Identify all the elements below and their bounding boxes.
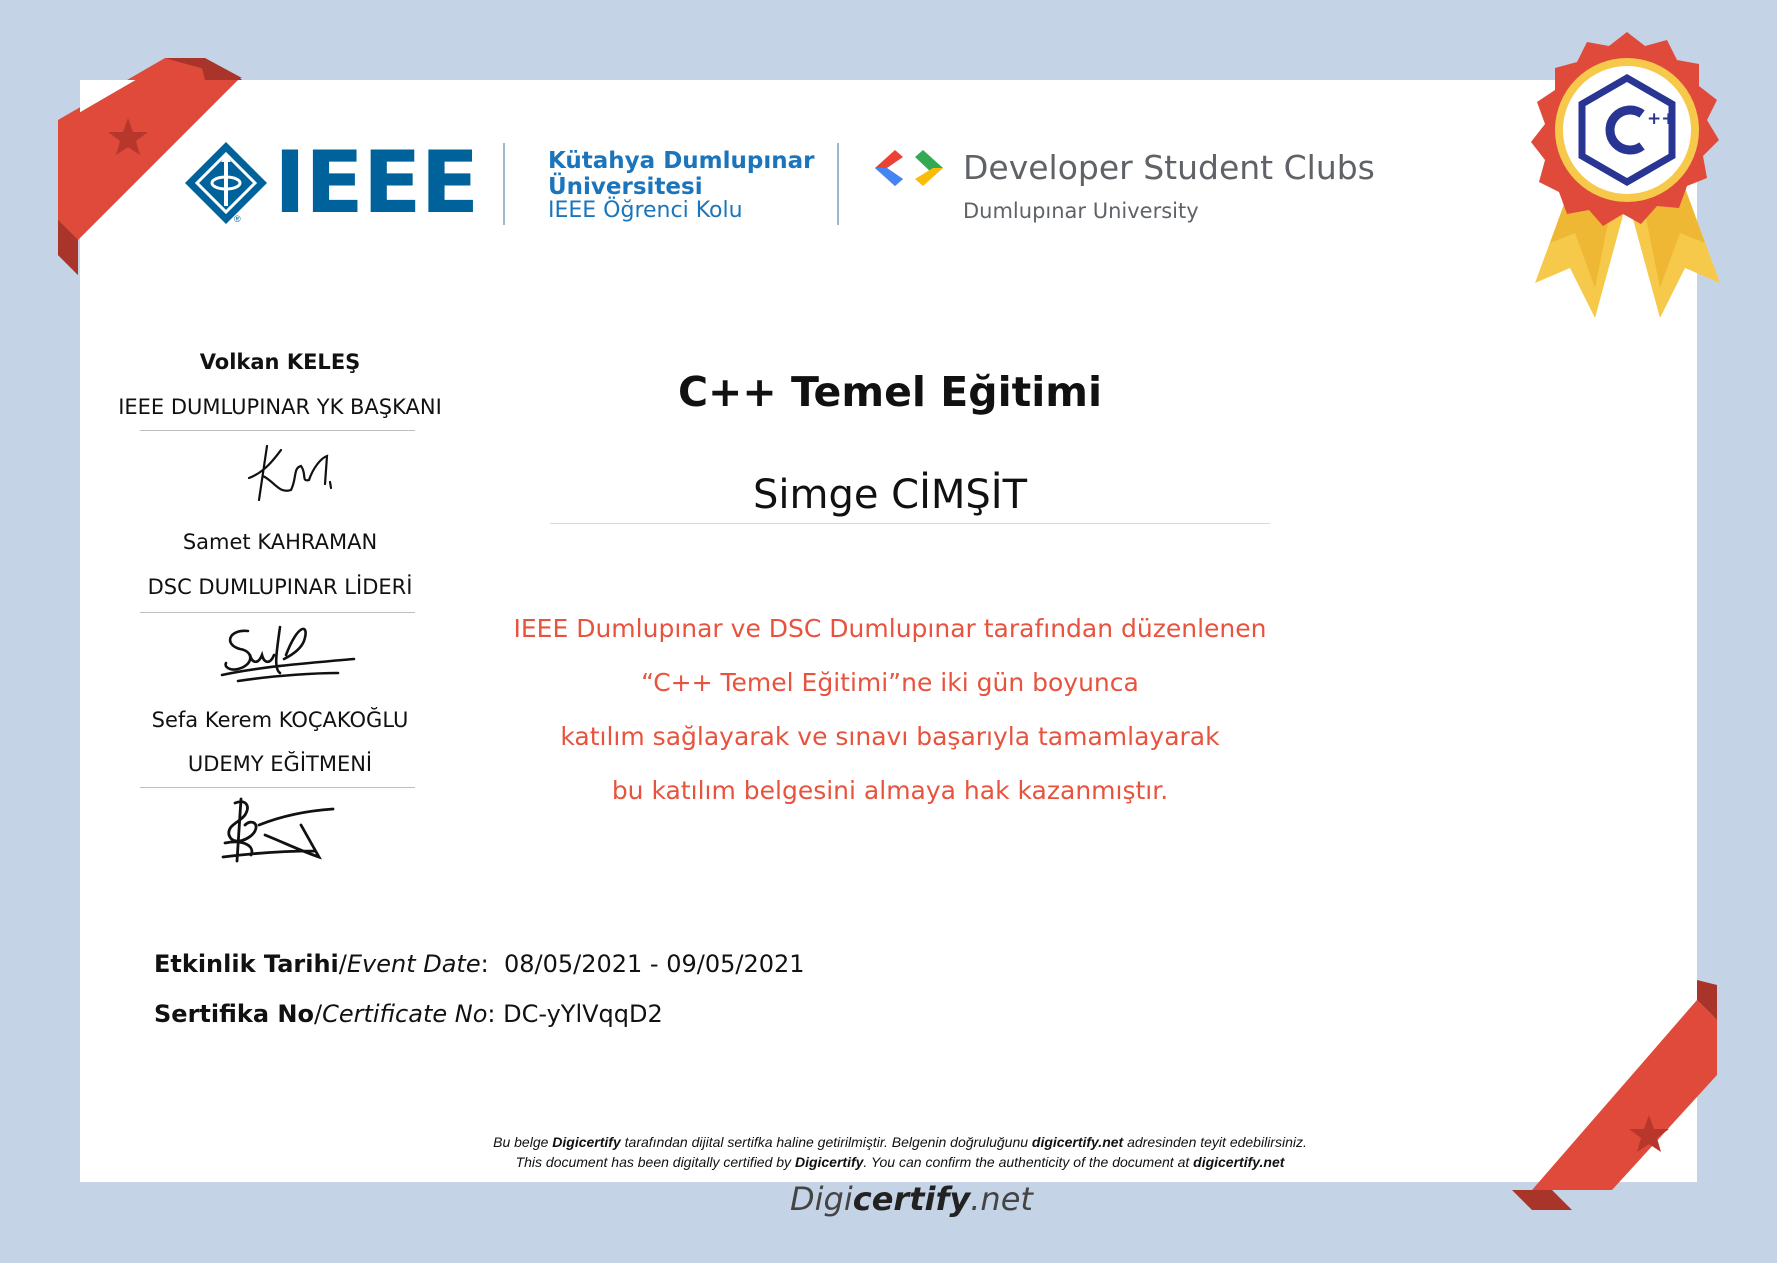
certificate-title: C++ Temel Eğitimi (677, 368, 1103, 416)
signatory-name: Sefa Kerem KOÇAKOĞLU (151, 708, 409, 732)
footer-text: adresinden teyit edebilirsiniz. (1123, 1134, 1307, 1150)
digicertify-logo[interactable] (790, 1180, 1033, 1218)
certificate-no-label-tr: Sertifika No (154, 1000, 314, 1028)
recipient-underline (550, 523, 1270, 524)
signature-line (140, 612, 415, 613)
certificate-body-line: bu katılım belgesini almaya hak kazanmıştır. (611, 776, 1169, 805)
corner-ribbon-bottom-right (1477, 980, 1777, 1263)
signatory-role: UDEMY EĞİTMENİ (187, 752, 373, 776)
event-date-value: 08/05/2021 - 09/05/2021 (503, 950, 805, 978)
kdpu-line-1: Kütahya Dumlupınar (548, 148, 815, 174)
certificate-body-line: IEEE Dumlupınar ve DSC Dumlupınar tarafından düzenlenen (513, 614, 1267, 643)
dsc-subtitle: Dumlupınar University (963, 199, 1199, 223)
cpp-badge-icon (1515, 28, 1740, 318)
footer-brand: Digicertify (552, 1134, 621, 1150)
signature-3 (215, 795, 345, 867)
logo-part: certify (852, 1180, 971, 1218)
certificate-body-line: katılım sağlayarak ve sınavı başarıyla tamamlayarak (560, 722, 1220, 751)
svg-text:++: ++ (1647, 109, 1676, 129)
certificate-no-row: Sertifika No/Certificate No: DC-yYlVqqD2 (154, 1000, 663, 1028)
footer-en (380, 1154, 1420, 1170)
header-divider (503, 143, 505, 225)
kdpu-subtitle: IEEE Öğrenci Kolu (548, 198, 743, 223)
event-date-label-en: Event Date (346, 950, 481, 978)
footer-tr (380, 1134, 1420, 1150)
registered-mark: ® (234, 214, 241, 224)
certificate-no-value: DC-yYlVqqD2 (503, 1000, 663, 1028)
footer-brand: Digicertify (794, 1154, 864, 1170)
footer-site-link[interactable]: digicertify.net (1193, 1154, 1285, 1170)
header-divider (837, 143, 839, 225)
event-date-row: Etkinlik Tarihi/Event Date: 08/05/2021 - 09/05/2021 (154, 950, 805, 978)
signature-2 (218, 615, 358, 687)
dsc-brackets-icon (873, 148, 945, 188)
footer-text: tarafından dijital sertifka haline getirilmiştir. Belgenin doğruluğunu (620, 1134, 1032, 1150)
kdpu-name (548, 148, 814, 200)
event-date-label-tr: Etkinlik Tarihi (154, 950, 339, 978)
footer-text: Bu belge (493, 1134, 553, 1150)
signature-1 (235, 438, 345, 510)
logo-part: .net (970, 1180, 1033, 1218)
dsc-title: Developer Student Clubs (963, 148, 1375, 187)
footer-site-link[interactable]: digicertify.net (1031, 1134, 1124, 1150)
signatory-name: Volkan KELEŞ (199, 350, 361, 374)
footer-text: This document has been digitally certified by (515, 1154, 795, 1170)
signatory-name: Samet KAHRAMAN (182, 530, 378, 554)
certificate-no-label-en: Certificate No (322, 1000, 488, 1028)
ieee-wordmark: IEEE (274, 133, 479, 233)
signature-line (140, 787, 415, 788)
signatory-role: DSC DUMLUPINAR LİDERİ (147, 575, 413, 599)
recipient-name: Simge CİMŞİT (752, 472, 1028, 518)
logo-part: Digi (790, 1180, 853, 1218)
kdpu-line-2: Üniversitesi (548, 174, 703, 200)
footer-text: . You can confirm the authenticity of the document at (863, 1154, 1194, 1170)
signatory-role: IEEE DUMLUPINAR YK BAŞKANI (118, 395, 442, 419)
ieee-diamond-icon (183, 140, 269, 226)
certificate-body-line: “C++ Temel Eğitimi”ne iki gün boyunca (641, 668, 1139, 697)
signature-line (140, 430, 415, 431)
